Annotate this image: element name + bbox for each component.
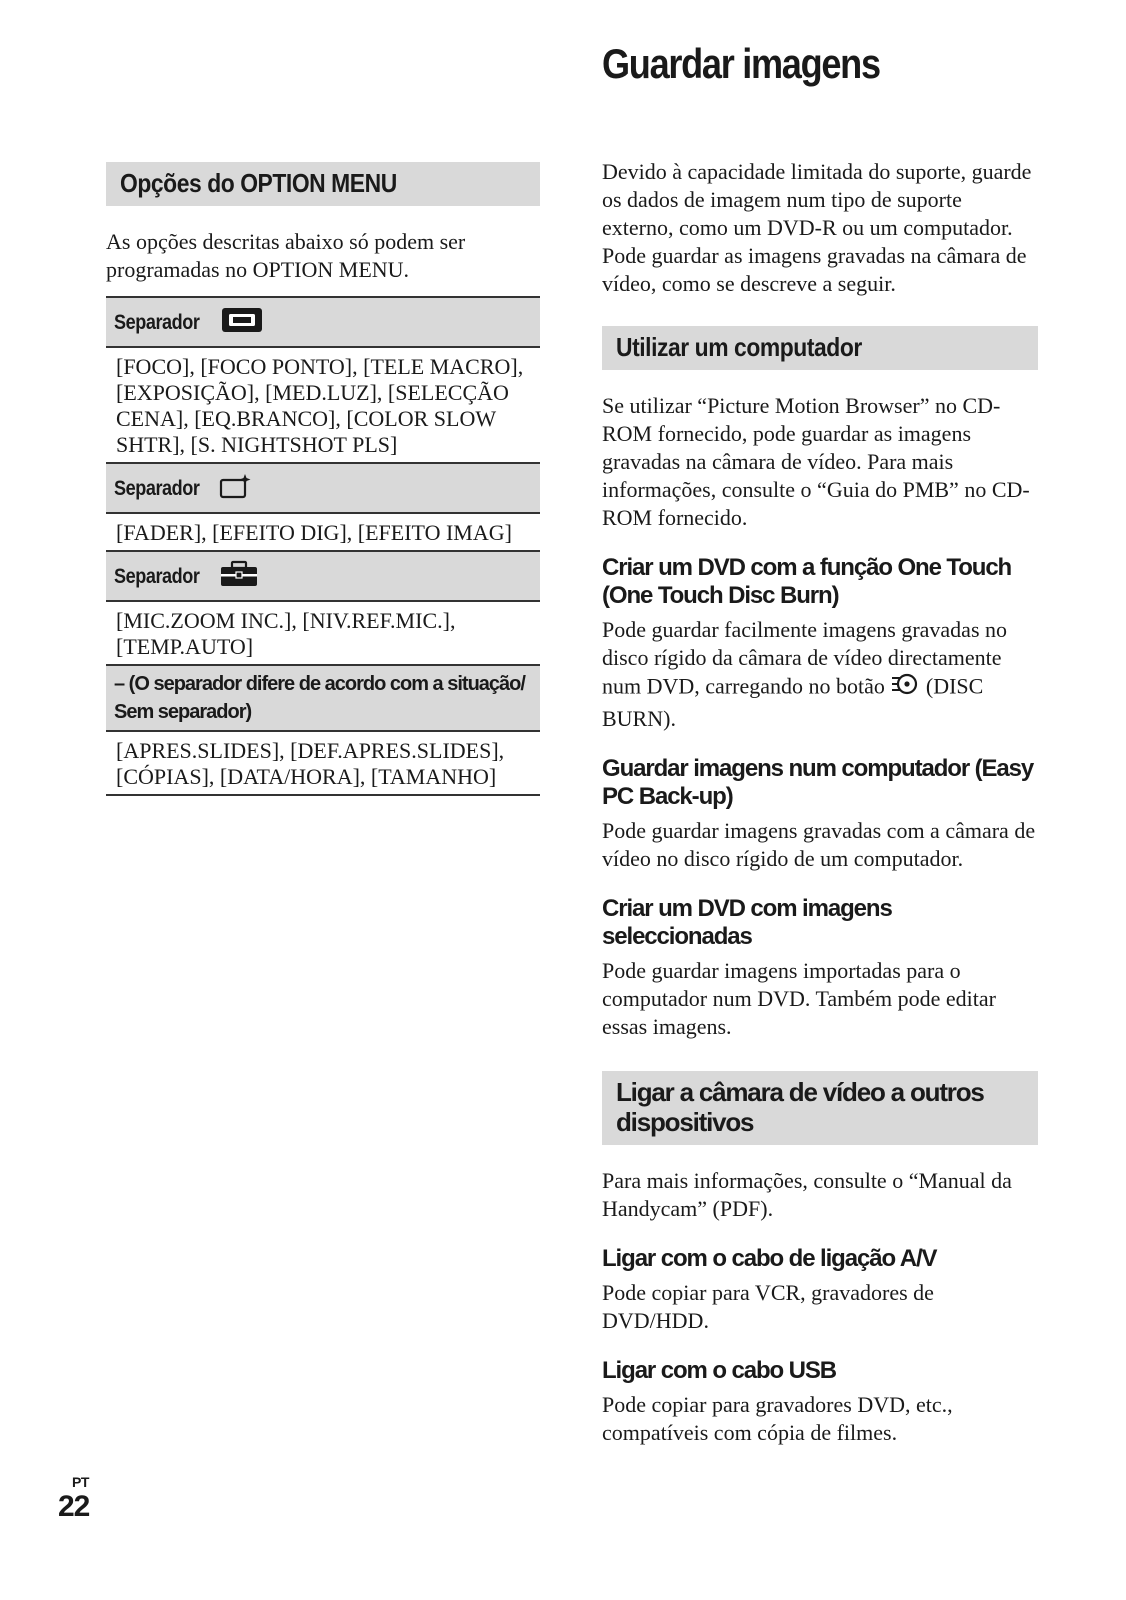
subheading-av-cable: Ligar com o cabo de ligação A/V	[602, 1245, 937, 1272]
section-heading-option-menu: Opções do OPTION MENU	[106, 162, 540, 206]
save-intro-2: Pode guardar as imagens gravadas na câmara de vídeo, como se descreve a seguir.	[602, 243, 1027, 296]
subheading-usb-cable: Ligar com o cabo USB	[602, 1357, 837, 1384]
option-menu-table	[106, 296, 540, 796]
option-menu-intro: As opções descritas abaixo só podem ser programadas no OPTION MENU.	[106, 229, 466, 282]
save-images-column	[602, 158, 1038, 1447]
tab-row-toolbox	[106, 552, 540, 602]
page-number	[58, 1474, 98, 1524]
camera-tab-icon	[219, 306, 265, 340]
tab-row-no-tab: – (O separador difere de acordo com a situação/ Sem separador)	[106, 666, 540, 732]
easy-pc-backup-text: Pode guardar imagens gravadas com a câmara de vídeo no disco rígido de um computador.	[602, 818, 1036, 871]
tab-label: Separador	[114, 477, 200, 500]
section-heading-devices: Ligar a câmara de vídeo a outros dispositivos	[602, 1071, 1038, 1145]
tab-label: Separador	[114, 565, 200, 588]
usb-cable-text: Pode copiar para gravadores DVD, etc., compatíveis com cópia de filmes.	[602, 1392, 953, 1445]
toolbox-tab-icon	[219, 560, 259, 594]
tab-items-toolbox: [MIC.ZOOM INC.], [NIV.REF.MIC.], [TEMP.AUTO]	[106, 602, 540, 666]
tab-items-camera: [FOCO], [FOCO PONTO], [TELE MACRO], [EXPOSIÇÃO], [MED.LUZ], [SELECÇÃO CENA], [EQ.BRANCO], [COLOR SLOW SHTR], [S. NIGHTSHOT PLS]	[106, 348, 540, 464]
computer-text: Se utilizar “Picture Motion Browser” no CD-ROM fornecido, pode guardar as imagens gravadas na câmara de vídeo. Para mais informações, consulte o “Guia do PMB” no CD-ROM fornecido.	[602, 393, 1030, 530]
tab-items-effects: [FADER], [EFEITO DIG], [EFEITO IMAG]	[106, 514, 540, 552]
effects-tab-icon	[219, 472, 253, 506]
disc-burn-icon	[890, 672, 920, 705]
section-heading-computer: Utilizar um computador	[602, 326, 1038, 370]
tab-label: Separador	[114, 311, 200, 334]
save-intro: Devido à capacidade limitada do suporte, guarde os dados de imagem num tipo de suporte externo, como um DVD-R ou um computador.	[602, 159, 1032, 240]
av-cable-text: Pode copiar para VCR, gravadores de DVD/HDD.	[602, 1280, 934, 1333]
language-code: PT	[72, 1474, 89, 1490]
page-number-value: 22	[58, 1490, 90, 1523]
page-title: Guardar imagens	[602, 40, 880, 87]
subheading-one-touch: Criar um DVD com a função One Touch (One Touch Disc Burn)	[602, 554, 1012, 609]
tab-items-no-tab: [APRES.SLIDES], [DEF.APRES.SLIDES], [CÓPIAS], [DATA/HORA], [TAMANHO]	[106, 732, 540, 796]
subheading-selected-images-dvd: Criar um DVD com imagens seleccionadas	[602, 895, 892, 950]
tab-row-camera	[106, 298, 540, 348]
option-menu-column	[106, 162, 540, 796]
tab-row-effects	[106, 464, 540, 514]
selected-images-dvd-text: Pode guardar imagens importadas para o computador num DVD. Também pode editar essas imagens.	[602, 958, 996, 1039]
devices-text: Para mais informações, consulte o “Manual da Handycam” (PDF).	[602, 1168, 1012, 1221]
one-touch-text: Pode guardar facilmente imagens gravadas no disco rígido da câmara de vídeo directamente num DVD, carregando no botão (DISC BURN).	[602, 617, 1008, 731]
subheading-easy-pc-backup: Guardar imagens num computador (Easy PC Back-up)	[602, 755, 1034, 810]
